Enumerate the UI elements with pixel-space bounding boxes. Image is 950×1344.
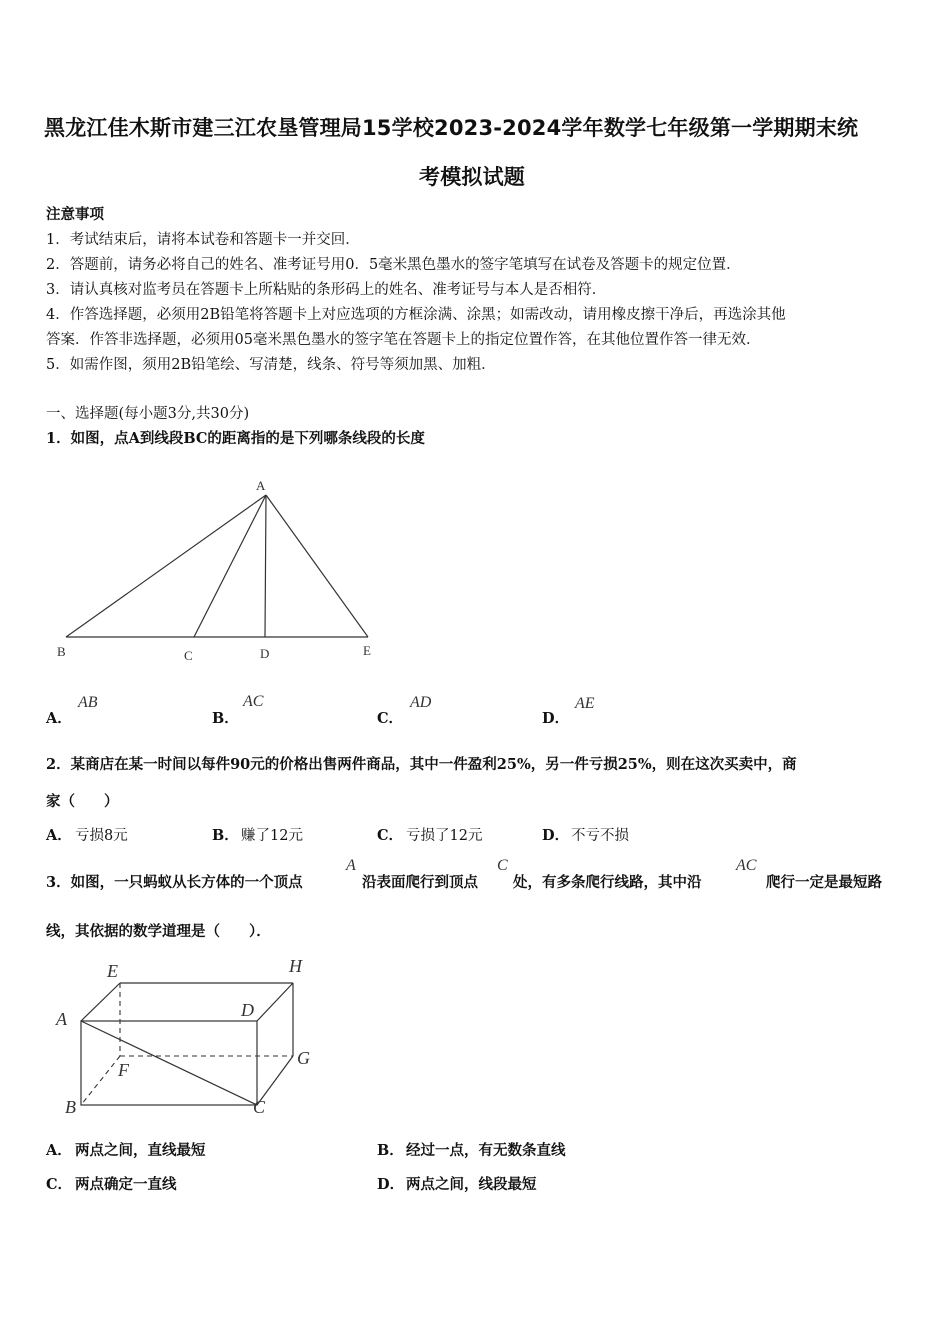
note-item: 5．如需作图，须用2B铅笔绘、写清楚，线条、符号等须加黑、加粗． xyxy=(46,357,496,373)
q1-option-a-value: AB xyxy=(78,694,98,711)
q3-option-d-text: 两点之间，线段最短 xyxy=(406,1176,537,1193)
q1-label-b: B xyxy=(57,644,66,659)
note-item: 答案．作答非选择题，必须用05毫米黑色墨水的签字笔在答题卡上的指定位置作答，在其他位置作答一律无效． xyxy=(46,332,761,348)
q2-option-b-letter: B． xyxy=(212,827,239,844)
q1-stem: 1．如图，点A到线段BC的距离指的是下列哪条线段的长度 xyxy=(46,430,425,447)
note-item: 2．答题前，请务必将自己的姓名、准考证号用0．5毫米黑色墨水的签字笔填写在试卷及答题卡的规定位置． xyxy=(46,257,741,273)
q3-option-c-text: 两点确定一直线 xyxy=(75,1176,177,1193)
q3-option-a-letter: A． xyxy=(46,1142,72,1159)
q3-label-b: B xyxy=(65,1097,76,1117)
q1-option-c-letter: C． xyxy=(377,710,404,727)
q1-option-b-letter: B． xyxy=(212,710,239,727)
q3-option-b-text: 经过一点，有无数条直线 xyxy=(406,1142,566,1159)
q2-option-c-text: 亏损了12元 xyxy=(406,828,483,844)
notes-heading: 注意事项 xyxy=(46,206,104,223)
q2-stem-line1: 2．某商店在某一时间以每件90元的价格出售两件商品，其中一件盈利25%，另一件亏损25%，则在这次买卖中，商 xyxy=(46,756,797,773)
q1-option-b-value: AC xyxy=(243,693,264,710)
q3-label-a: A xyxy=(56,1009,67,1029)
q3-label-g: G xyxy=(297,1048,310,1068)
q3-var-ac: AC xyxy=(736,857,757,874)
q3-label-d: D xyxy=(241,1000,254,1020)
q1-label-a: A xyxy=(256,478,266,493)
page-title-line2: 考模拟试题 xyxy=(419,165,525,189)
q2-option-a-letter: A． xyxy=(46,827,72,844)
q1-label-c: C xyxy=(184,648,193,663)
q2-option-d-letter: D． xyxy=(542,827,570,844)
q3-stem-part2: 沿表面爬行到顶点 xyxy=(362,874,478,891)
page-title-line1: 黑龙江佳木斯市建三江农垦管理局15学校2023-2024学年数学七年级第一学期期末统 xyxy=(44,116,859,140)
q3-option-a-text: 两点之间，直线最短 xyxy=(75,1142,206,1159)
q3-option-d-letter: D． xyxy=(377,1176,405,1193)
q3-stem-part4: 爬行一定是最短路 xyxy=(766,874,882,891)
q3-cuboid-figure xyxy=(50,950,330,1125)
q3-label-f: F xyxy=(118,1060,129,1080)
q1-label-e: E xyxy=(363,643,371,658)
q1-option-a-letter: A． xyxy=(46,710,72,727)
q3-option-c-letter: C． xyxy=(46,1176,73,1193)
q2-option-d-text: 不亏不损 xyxy=(571,828,629,844)
note-item: 4．作答选择题，必须用2B铅笔将答题卡上对应选项的方框涂满、涂黑；如需改动，请用橡皮擦干净后，再选涂其他 xyxy=(46,307,786,323)
q3-label-c: C xyxy=(253,1097,266,1117)
q2-option-b-text: 赚了12元 xyxy=(241,828,303,844)
q3-option-b-letter: B． xyxy=(377,1142,404,1159)
note-item: 1．考试结束后，请将本试卷和答题卡一并交回． xyxy=(46,232,360,248)
q3-stem-line2: 线，其依据的数学道理是（ ）． xyxy=(46,923,271,940)
q2-option-a-text: 亏损8元 xyxy=(75,828,128,844)
note-item: 3．请认真核对监考员在答题卡上所粘贴的条形码上的姓名、准考证号与本人是否相符． xyxy=(46,282,607,298)
q1-option-d-letter: D． xyxy=(542,710,570,727)
section-heading: 一、选择题(每小题3分,共30分) xyxy=(46,406,250,422)
q3-var-a: A xyxy=(346,857,356,874)
q1-triangle-figure xyxy=(50,470,390,670)
q1-label-d: D xyxy=(260,646,270,661)
q3-label-h: H xyxy=(289,956,302,976)
q3-stem-part1: 3．如图，一只蚂蚁从长方体的一个顶点 xyxy=(46,874,303,891)
q1-option-c-value: AD xyxy=(410,694,432,711)
q1-option-d-value: AE xyxy=(575,695,595,712)
q2-stem-line2: 家（ ） xyxy=(46,793,119,810)
q2-option-c-letter: C． xyxy=(377,827,404,844)
q3-var-c: C xyxy=(497,857,508,874)
q3-stem-part3: 处，有多条爬行线路，其中沿 xyxy=(513,874,702,891)
q3-label-e: E xyxy=(107,961,118,981)
